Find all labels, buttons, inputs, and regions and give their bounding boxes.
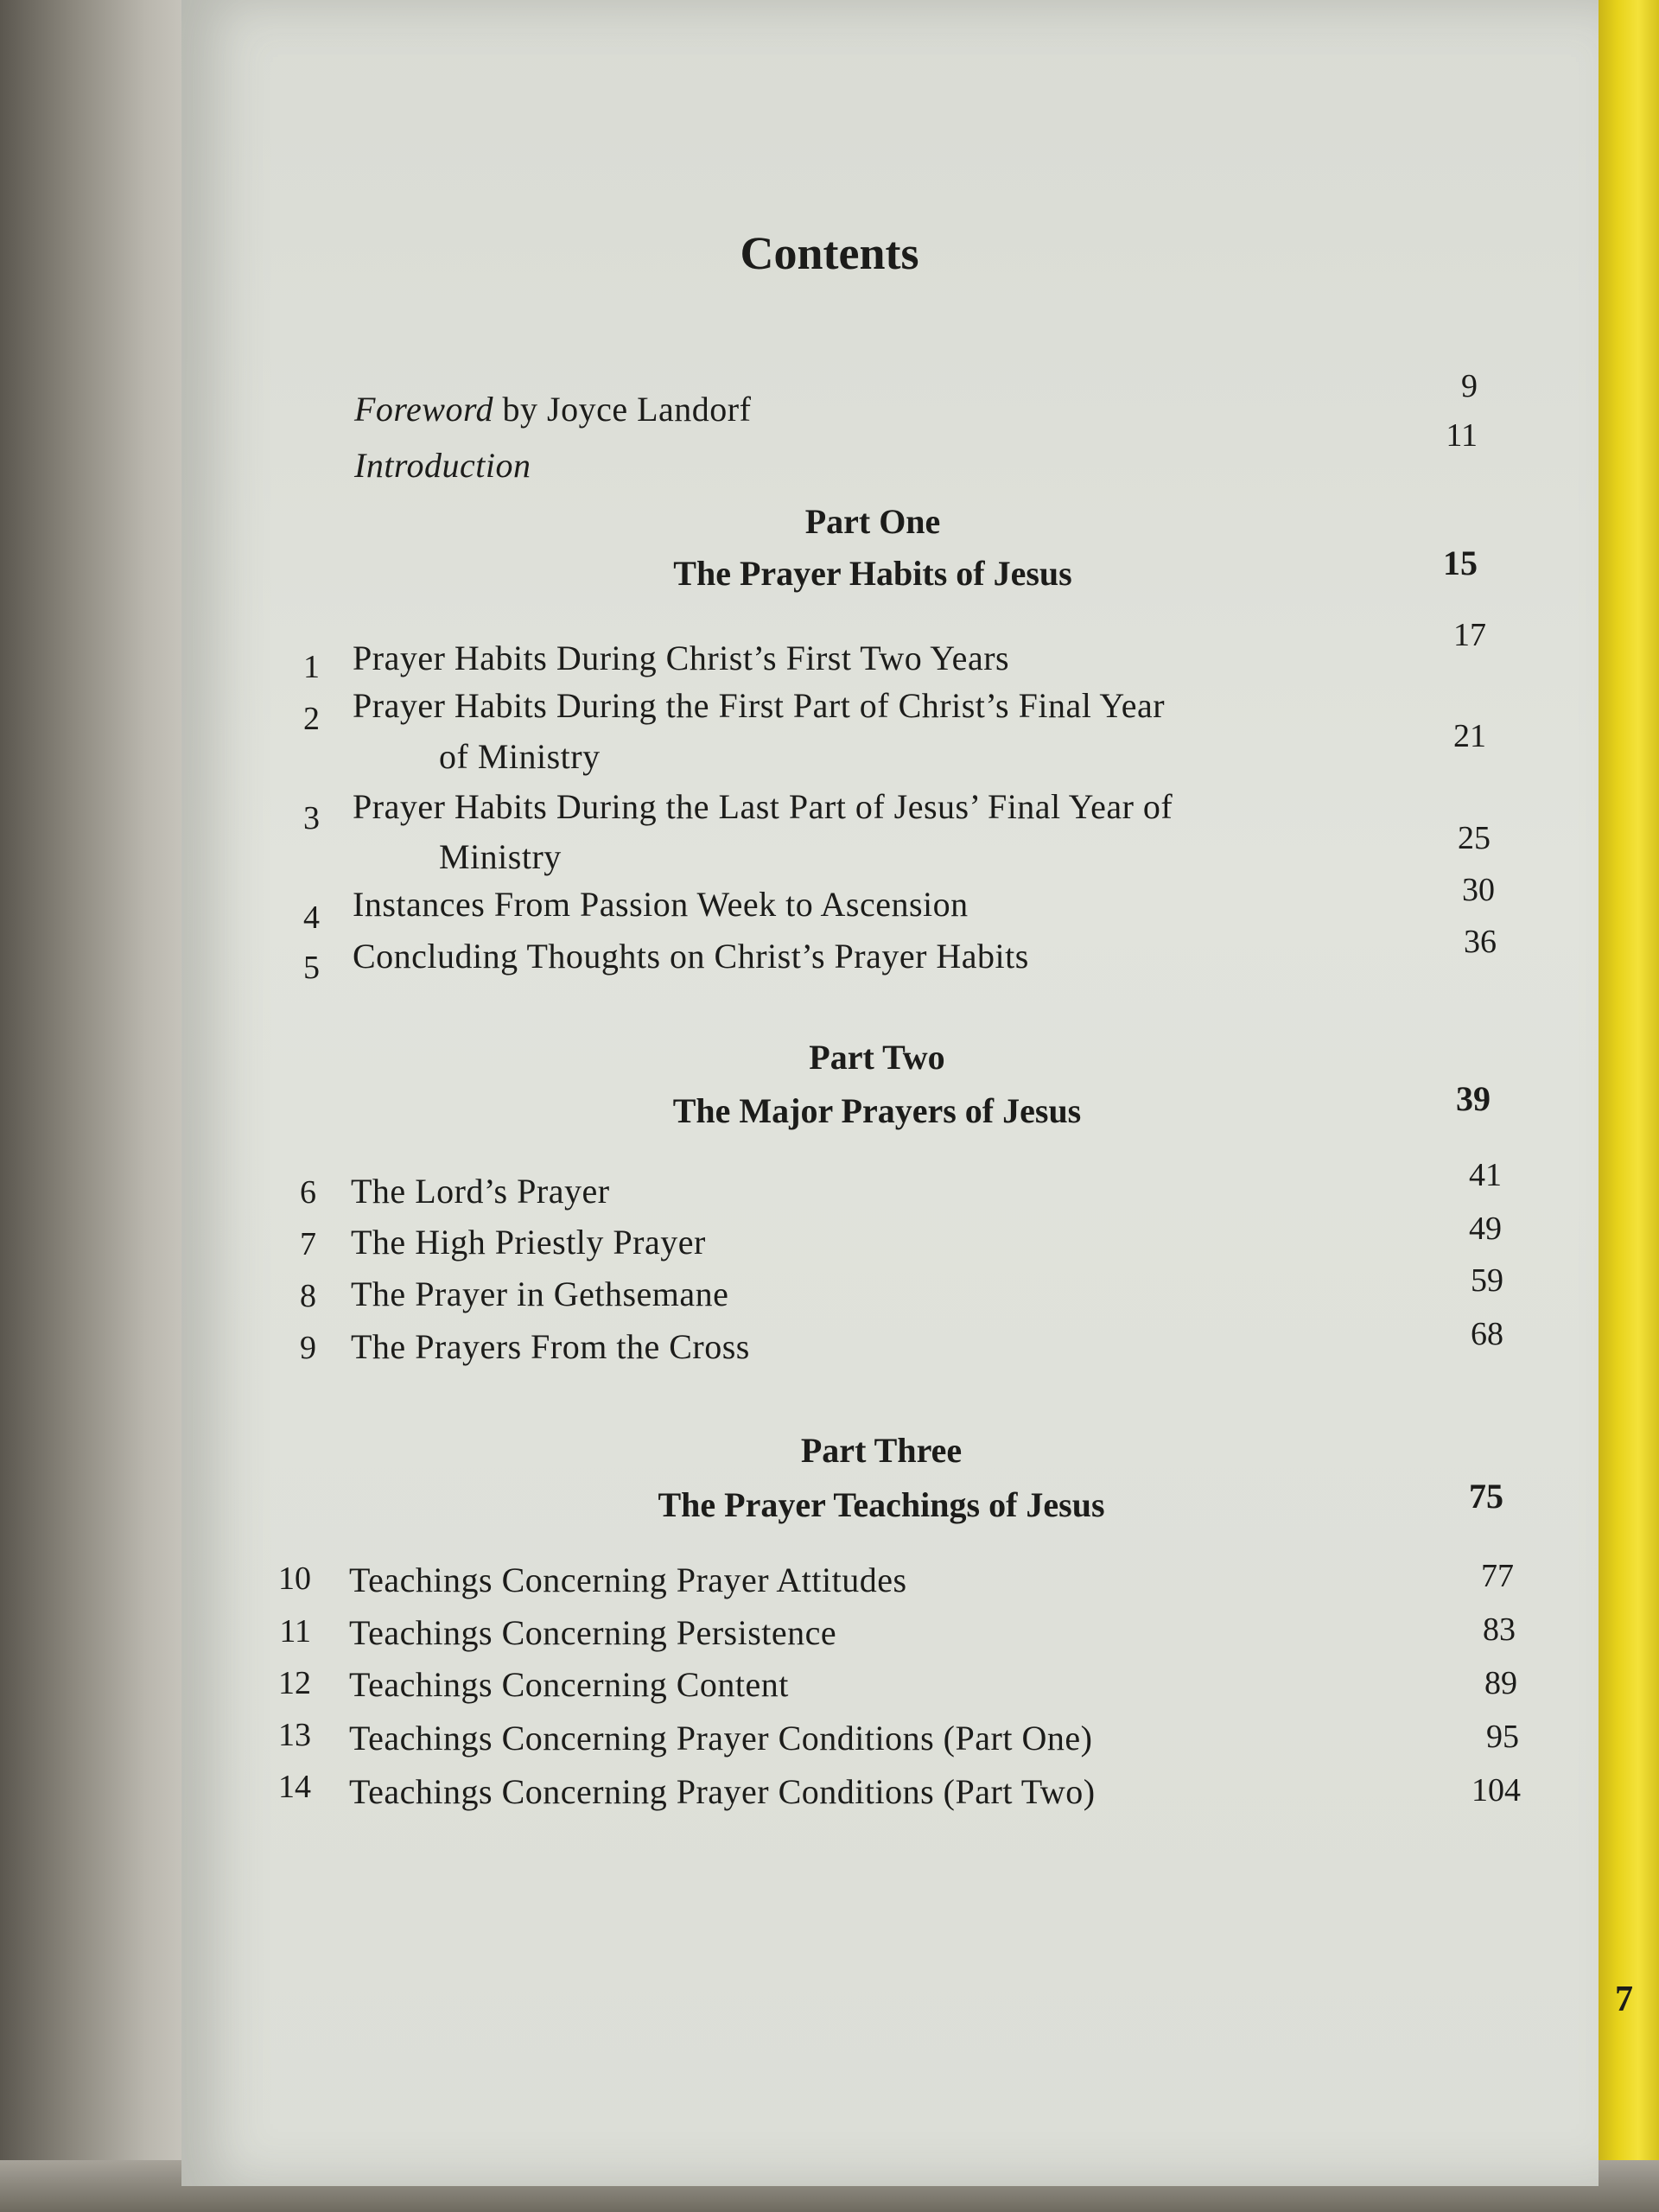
toc-entry-introduction: [354, 445, 531, 486]
chapter-page: 17: [1453, 617, 1486, 653]
chapter-number: 8: [300, 1278, 316, 1314]
chapter-number: 5: [303, 950, 320, 986]
chapter-page: 36: [1464, 924, 1497, 960]
chapter-title: The High Priestly Prayer: [351, 1223, 706, 1262]
chapter-page: 83: [1483, 1611, 1516, 1648]
chapter-page: 41: [1469, 1157, 1502, 1193]
chapter-number: 4: [303, 899, 320, 936]
chapter-number: 14: [278, 1769, 311, 1805]
chapter-page: 21: [1453, 718, 1486, 754]
chapter-title: The Lord’s Prayer: [351, 1172, 610, 1211]
chapter-title-continued: of Ministry: [439, 737, 601, 776]
toc-page-introduction: 11: [1446, 417, 1478, 454]
chapter-title: Teachings Concerning Persistence: [349, 1613, 837, 1652]
chapter-number: 3: [303, 800, 320, 836]
part-three-title: The Prayer Teachings of Jesus: [658, 1485, 1105, 1524]
part-three-page: 75: [1469, 1477, 1503, 1516]
chapter-title: The Prayer in Gethsemane: [351, 1274, 729, 1313]
part-two-title: The Major Prayers of Jesus: [672, 1091, 1082, 1130]
part-one-label: Part One: [804, 502, 941, 541]
chapter-page: 25: [1458, 820, 1491, 856]
part-two-label: Part Two: [809, 1038, 945, 1077]
chapter-page: 68: [1471, 1316, 1503, 1352]
page-number: 7: [1615, 1980, 1633, 2019]
chapter-title: Teachings Concerning Prayer Conditions (Part One): [349, 1719, 1093, 1758]
chapter-page: 59: [1471, 1262, 1503, 1299]
chapter-title: Prayer Habits During the Last Part of Jesus’ Final Year of: [353, 787, 1173, 826]
chapter-number: 9: [300, 1330, 316, 1366]
page-title: Contents: [740, 227, 919, 279]
foreword-rest: by Joyce Landorf: [493, 390, 752, 429]
chapter-page: 104: [1471, 1772, 1521, 1808]
chapter-number: 7: [300, 1226, 316, 1262]
introduction-italic: Introduction: [354, 446, 531, 485]
part-three-label: Part Three: [800, 1431, 963, 1470]
chapter-page: 49: [1469, 1211, 1502, 1247]
chapter-title: Concluding Thoughts on Christ’s Prayer Habits: [353, 937, 1029, 976]
chapter-title: Teachings Concerning Prayer Attitudes: [349, 1560, 907, 1599]
chapter-title: Instances From Passion Week to Ascension: [353, 885, 969, 924]
chapter-number: 6: [300, 1174, 316, 1211]
chapter-number: 13: [278, 1717, 311, 1753]
chapter-page: 89: [1484, 1665, 1517, 1701]
chapter-title: Prayer Habits During Christ’s First Two Years: [353, 639, 1010, 677]
foreword-italic: Foreword: [354, 390, 494, 429]
chapter-page: 77: [1481, 1558, 1514, 1594]
chapter-number: 1: [303, 649, 320, 685]
book-spine-shadow: [0, 0, 207, 2212]
chapter-page: 95: [1486, 1719, 1519, 1755]
chapter-title: Teachings Concerning Content: [349, 1665, 789, 1704]
chapter-title: Prayer Habits During the First Part of Christ’s Final Year: [353, 686, 1166, 725]
chapter-number: 10: [278, 1560, 311, 1597]
toc-page-foreword: 9: [1461, 368, 1478, 404]
chapter-title: Teachings Concerning Prayer Conditions (Part Two): [349, 1772, 1096, 1811]
toc-entry-foreword: [354, 389, 751, 429]
chapter-title-continued: Ministry: [439, 837, 562, 876]
chapter-title: The Prayers From the Cross: [351, 1327, 750, 1366]
chapter-page: 30: [1462, 872, 1495, 908]
part-two-page: 39: [1456, 1079, 1491, 1118]
book-page: [181, 0, 1633, 2186]
chapter-number: 2: [303, 701, 320, 737]
part-one-title: The Prayer Habits of Jesus: [673, 554, 1072, 593]
chapter-number: 11: [279, 1613, 311, 1649]
book-cover-edge: [1590, 0, 1659, 2212]
chapter-number: 12: [278, 1665, 311, 1701]
part-one-page: 15: [1443, 543, 1478, 582]
